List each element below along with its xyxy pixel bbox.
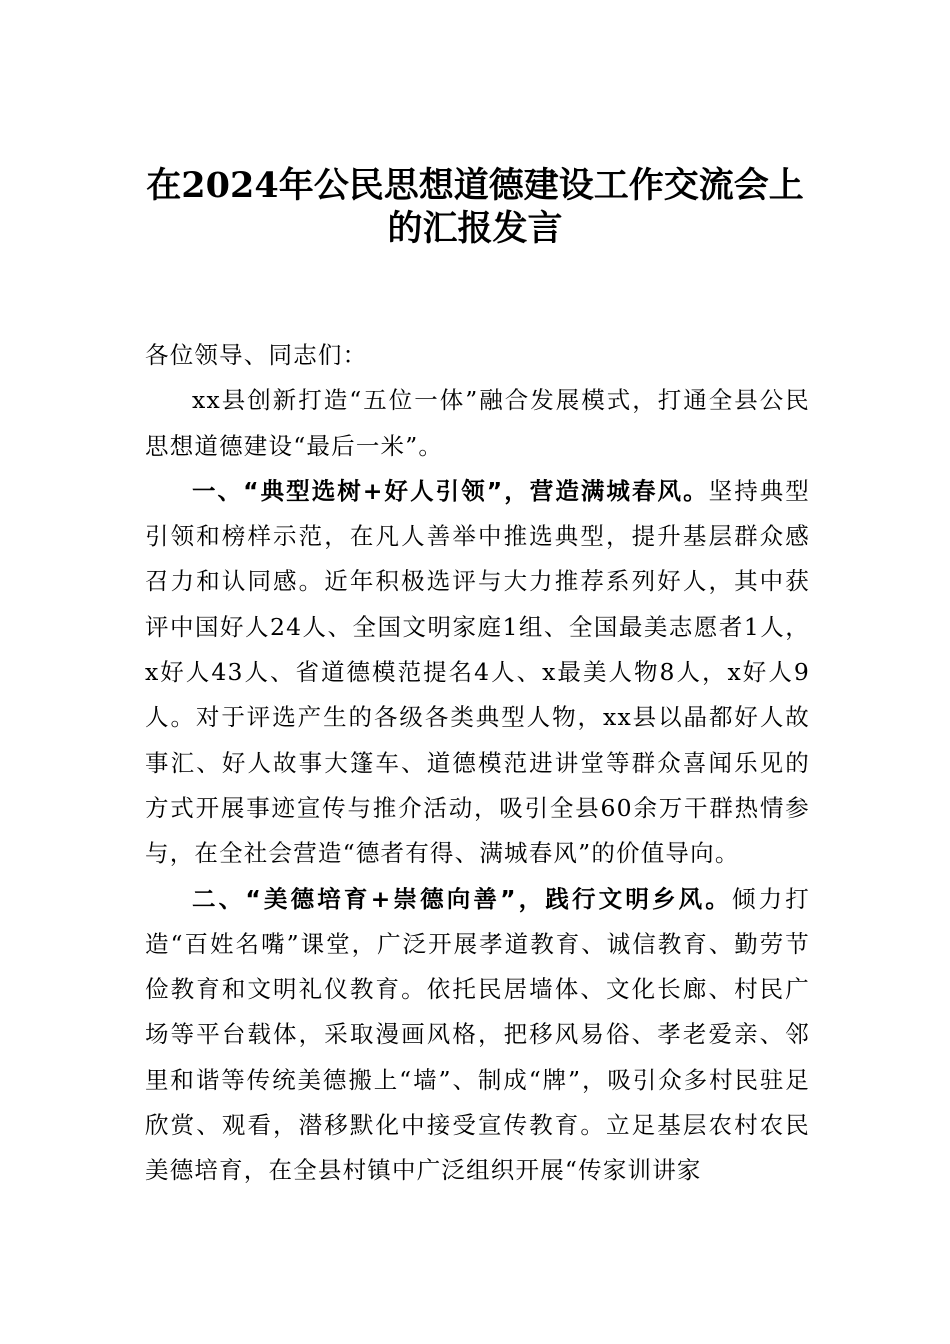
section-2-paragraph xyxy=(145,877,810,1194)
document-title-line-2: 的汇报发言 xyxy=(387,208,563,249)
section-1-heading: 一、“典型选树+好人引领”，营造满城春风。 xyxy=(192,476,709,505)
section-1-paragraph xyxy=(145,469,810,877)
section-1-text: 坚持典型引领和榜样示范，在凡人善举中推选典型，提升基层群众感召力和认同感。近年积极选评与大力推荐系列好人，其中获评中国好人24人、全国文明家庭1组、全国最美志愿者1人，x好人43人、省道德模范提名4人、x最美人物8人，x好人9人。对于评选产生的各级各类典型人物，xx县以晶都好人故事汇、好人故事大篷车、道德模范进讲堂等群众喜闻乐见的方式开展事迹宣传与推介活动，吸引全县60余万干群热情参与，在全社会营造“德者有得、满城春风”的价值导向。 xyxy=(145,476,810,868)
section-2-heading: 二、“美德培育+崇德向善”，践行文明乡风。 xyxy=(192,884,732,913)
intro-paragraph: xx县创新打造“五位一体”融合发展模式，打通全县公民思想道德建设“最后一米”。 xyxy=(145,386,810,460)
document-title-line-1: 在2024年公民思想道德建设工作交流会上 xyxy=(146,165,804,206)
document-body xyxy=(145,333,810,1194)
salutation: 各位领导、同志们： xyxy=(145,341,368,369)
section-2-text: 倾力打造“百姓名嘴”课堂，广泛开展孝道教育、诚信教育、勤劳节俭教育和文明礼仪教育。依托民居墙体、文化长廊、村民广场等平台载体，采取漫画风格，把移风易俗、孝老爱亲、邻里和谐等传统美德搬上“墙”、制成“牌”，吸引众多村民驻足欣赏、观看，潜移默化中接受宣传教育。立足基层农村农民美德培育，在全县村镇中广泛组织开展“传家训讲家 xyxy=(145,884,810,1185)
